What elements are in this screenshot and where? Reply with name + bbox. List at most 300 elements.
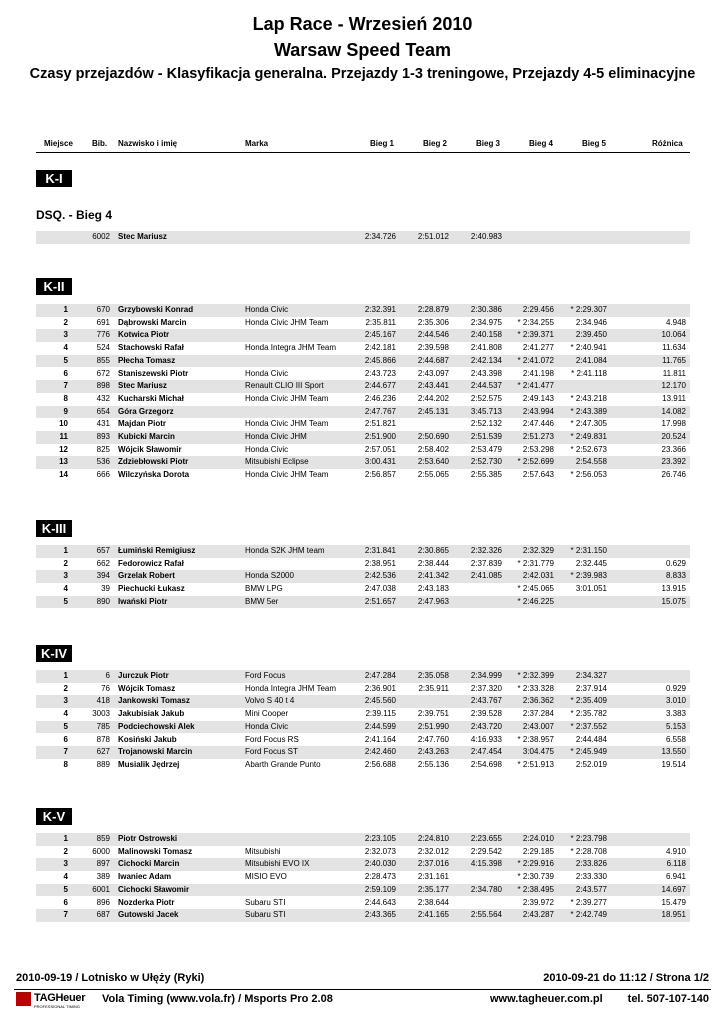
cell-b4: * 2:45.065 xyxy=(517,584,554,594)
cell-name: Jakubisiak Jakub xyxy=(118,709,185,719)
cell-bib: 896 xyxy=(96,897,110,907)
table-row xyxy=(36,545,690,558)
cell-diff: 6.941 xyxy=(665,872,686,882)
cell-b3: 2:34.780 xyxy=(470,884,502,894)
cell-b1: 2:45.560 xyxy=(364,696,396,706)
tagheuer-shield-icon xyxy=(16,992,31,1006)
cell-b5: 2:44.484 xyxy=(575,734,607,744)
cell-pos: 4 xyxy=(63,584,68,594)
cell-make: Mini Cooper xyxy=(245,709,289,719)
cell-b1: 3:00.431 xyxy=(364,457,396,467)
header-b5: Bieg 5 xyxy=(582,139,607,148)
cell-b4: * 2:30.739 xyxy=(517,872,554,882)
cell-b1: 2:47.767 xyxy=(364,406,396,416)
cell-diff: 14.082 xyxy=(661,406,686,416)
cell-pos: 3 xyxy=(63,696,68,706)
cell-b3: 3:45.713 xyxy=(470,406,502,416)
cell-b3: 2:52.575 xyxy=(470,393,502,403)
cell-pos: 13 xyxy=(59,457,68,467)
cell-b2: 2:43.441 xyxy=(417,381,449,391)
cell-make: BMW 5er xyxy=(245,596,279,606)
cell-diff: 3.010 xyxy=(665,696,686,706)
cell-b5: 2:43.577 xyxy=(575,884,607,894)
cell-b2: 2:44.687 xyxy=(417,355,449,365)
cell-bib: 394 xyxy=(96,571,110,581)
cell-b1: 2:57.051 xyxy=(364,444,396,454)
cell-pos: 3 xyxy=(63,571,68,581)
cell-make: Honda Civic JHM xyxy=(245,432,307,441)
cell-b3: 2:42.134 xyxy=(470,355,502,365)
cell-b1: 2:43.723 xyxy=(364,368,396,378)
cell-pos: 9 xyxy=(63,406,68,416)
cell-b2: 2:50.690 xyxy=(417,432,449,441)
cell-b5: 2:33.826 xyxy=(575,859,607,869)
footer-event-info: 2010-09-19 / Lotnisko w Ułęży (Ryki) xyxy=(16,972,205,984)
cell-pos: 7 xyxy=(63,747,68,757)
cell-b2: 2:28.879 xyxy=(417,305,449,314)
cell-diff: 26.746 xyxy=(661,470,686,480)
cell-make: Honda Civic xyxy=(245,368,289,378)
table-row xyxy=(36,368,690,381)
cell-name: Cichocki Sławomir xyxy=(118,884,190,894)
header-make: Marka xyxy=(245,139,269,148)
cell-b4: 2:41.277 xyxy=(522,343,554,353)
footer-website: www.tagheuer.com.pl xyxy=(490,993,603,1005)
cell-b2: 2:47.963 xyxy=(417,596,449,606)
cell-diff: 23.392 xyxy=(661,457,686,467)
page-description: Czasy przejazdów - Klasyfikacja generalna. Przejazdy 1-3 treningowe, Przejazdy 4-5 eliminacyjne xyxy=(29,66,696,82)
cell-b5: 2:54.558 xyxy=(575,457,607,467)
cell-b3: 2:41.808 xyxy=(470,343,502,353)
cell-b4: * 2:29.916 xyxy=(517,859,554,869)
table-row xyxy=(36,355,690,368)
cell-pos: 12 xyxy=(59,444,68,454)
table-row xyxy=(36,317,690,330)
cell-pos: 2 xyxy=(63,846,68,856)
header-b3: Bieg 3 xyxy=(476,139,501,148)
cell-b4: 2:53.298 xyxy=(522,444,554,454)
cell-name: Jurczuk Piotr xyxy=(118,671,169,680)
cell-diff: 18.951 xyxy=(661,910,686,920)
cell-b2: 2:31.161 xyxy=(417,872,449,882)
cell-diff: 11.765 xyxy=(662,355,686,365)
cell-b1: 2:41.164 xyxy=(364,734,396,744)
cell-diff: 13.915 xyxy=(661,584,686,594)
cell-pos: 6 xyxy=(63,368,68,378)
cell-b1: 2:46.236 xyxy=(364,393,396,403)
cell-diff: 12.170 xyxy=(661,381,686,391)
cell-b1: 2:45.167 xyxy=(364,330,396,340)
cell-b5: * 2:35.782 xyxy=(570,709,607,719)
cell-pos: 8 xyxy=(63,759,68,769)
cell-b2: 2:41.165 xyxy=(417,910,449,920)
cell-b3: 2:39.528 xyxy=(470,709,502,719)
cell-bib: 785 xyxy=(96,721,110,731)
cell-name: Cichocki Marcin xyxy=(118,859,180,869)
cell-b5: 2:33.330 xyxy=(575,872,607,882)
cell-b4: 2:43.994 xyxy=(522,406,554,416)
cell-b3: 2:52.730 xyxy=(470,457,502,467)
cell-b2: 2:47.760 xyxy=(417,734,449,744)
cell-b5: 2:52.019 xyxy=(575,759,607,769)
table-row xyxy=(36,734,690,747)
cell-b1: 2:59.109 xyxy=(364,884,396,894)
cell-b1: 2:35.811 xyxy=(365,317,396,327)
cell-b1: 2:32.391 xyxy=(364,305,396,314)
table-row xyxy=(36,444,690,457)
cell-b2: 2:53.640 xyxy=(417,457,449,467)
cell-pos: 7 xyxy=(63,381,68,391)
cell-pos: 10 xyxy=(59,419,68,429)
cell-bib: 6000 xyxy=(92,846,110,856)
cell-pos: 4 xyxy=(63,872,68,882)
cell-b2: 2:44.202 xyxy=(417,393,449,403)
cell-b3: 2:40.983 xyxy=(470,232,502,241)
table-row xyxy=(36,683,690,696)
cell-make: Honda Civic JHM Team xyxy=(245,393,329,403)
cell-diff: 6.118 xyxy=(666,859,686,869)
cell-b1: 2:47.284 xyxy=(364,671,396,680)
cell-b3: 2:41.085 xyxy=(470,571,502,581)
cell-b1: 2:38.951 xyxy=(364,558,396,568)
cell-name: Wilczyńska Dorota xyxy=(118,470,190,480)
cell-pos: 5 xyxy=(63,355,68,365)
cell-make: Honda Civic JHM Team xyxy=(245,470,329,480)
cell-b1: 2:31.841 xyxy=(364,546,396,555)
cell-name: Jankowski Tomasz xyxy=(118,696,190,706)
cell-diff: 23.366 xyxy=(661,444,686,454)
cell-b1: 2:44.643 xyxy=(364,897,396,907)
logo-text: TAGHeuer xyxy=(34,992,86,1004)
cell-b3: 2:37.320 xyxy=(470,683,502,693)
cell-b2: 2:24.810 xyxy=(417,834,449,843)
table-row xyxy=(36,846,690,859)
cell-b2: 2:32.012 xyxy=(417,846,449,856)
cell-bib: 859 xyxy=(96,834,110,843)
cell-diff: 13.911 xyxy=(662,393,686,403)
cell-pos: 3 xyxy=(63,330,68,340)
cell-b1: 2:42.536 xyxy=(364,571,396,581)
table-row xyxy=(36,406,690,419)
cell-b3: 2:52.132 xyxy=(470,419,502,429)
cell-bib: 878 xyxy=(96,734,110,744)
cell-make: Ford Focus RS xyxy=(245,734,299,744)
cell-b5: * 2:40.941 xyxy=(570,343,607,353)
cell-b2: 2:37.016 xyxy=(417,859,449,869)
cell-b2: 2:45.131 xyxy=(417,406,449,416)
cell-b2: 2:39.598 xyxy=(417,343,449,353)
cell-diff: 10.064 xyxy=(661,330,686,340)
cell-diff: 4.948 xyxy=(665,317,686,327)
cell-b4: 2:42.031 xyxy=(522,571,554,581)
cell-b2: 2:43.097 xyxy=(417,368,449,378)
cell-make: Volvo S 40 t 4 xyxy=(245,696,295,706)
cell-pos: 11 xyxy=(59,432,68,441)
cell-diff: 17.998 xyxy=(661,419,686,429)
table-row xyxy=(36,708,690,721)
cell-name: Gutowski Jacek xyxy=(118,910,179,920)
cell-b4: * 2:38.957 xyxy=(517,734,554,744)
cell-bib: 418 xyxy=(96,696,110,706)
cell-make: Honda Civic xyxy=(245,305,289,314)
cell-bib: 672 xyxy=(96,368,110,378)
cell-b1: 2:56.857 xyxy=(364,470,396,480)
header-pos: Miejsce xyxy=(44,139,73,148)
cell-b3: 4:16.933 xyxy=(470,734,502,744)
table-row xyxy=(36,456,690,469)
cell-b2: 2:38.444 xyxy=(417,558,449,568)
cell-name: Iwaniec Adam xyxy=(118,872,172,882)
cell-pos: 4 xyxy=(63,343,68,353)
cell-make: Abarth Grande Punto xyxy=(245,759,321,769)
cell-b5: * 2:52.673 xyxy=(570,444,607,454)
cell-name: Nozderka Piotr xyxy=(118,897,175,907)
cell-b2: 2:58.402 xyxy=(417,444,449,454)
cell-b1: 2:44.599 xyxy=(364,721,396,731)
cell-pos: 5 xyxy=(63,884,68,894)
cell-name: Musialik Jędrzej xyxy=(118,759,180,769)
cell-pos: 2 xyxy=(63,317,68,327)
logo-subtext: PROFESSIONAL TIMING xyxy=(34,1004,81,1009)
table-row xyxy=(36,721,690,734)
cell-name: Fedorowicz Rafał xyxy=(118,558,184,568)
cell-name: Wójcik Sławomir xyxy=(118,444,182,454)
cell-name: Malinowski Tomasz xyxy=(118,846,193,856)
cell-bib: 536 xyxy=(96,457,110,467)
cell-b4: 3:04.475 xyxy=(522,747,554,757)
cell-b4: 2:39.972 xyxy=(522,897,554,907)
cell-b2: 2:35.306 xyxy=(417,317,449,327)
class-label: K-V xyxy=(36,808,72,825)
cell-diff: 0.929 xyxy=(665,683,686,693)
cell-make: Honda S2K JHM team xyxy=(245,546,325,555)
cell-b3: 2:32.326 xyxy=(470,546,502,555)
cell-b1: 2:43.365 xyxy=(364,910,396,920)
cell-b4: * 2:31.779 xyxy=(517,558,554,568)
cell-b5: * 2:39.983 xyxy=(570,571,607,581)
cell-name: Kotwica Piotr xyxy=(118,330,170,340)
class-label: K-IV xyxy=(36,645,72,662)
header-b2: Bieg 2 xyxy=(423,139,448,148)
cell-b5: * 2:43.389 xyxy=(570,406,607,416)
table-row xyxy=(36,833,690,846)
footer-page-info: 2010-09-21 do 11:12 / Strona 1/2 xyxy=(543,972,709,984)
cell-name: Łumiński Remigiusz xyxy=(118,546,196,555)
cell-name: Góra Grzegorz xyxy=(118,406,174,416)
cell-b2: 2:43.263 xyxy=(417,747,449,757)
cell-bib: 662 xyxy=(96,558,110,568)
cell-pos: 6 xyxy=(63,897,68,907)
cell-name: Majdan Piotr xyxy=(118,419,167,429)
cell-bib: 687 xyxy=(96,910,110,920)
cell-name: Kosiński Jakub xyxy=(118,734,177,744)
table-row xyxy=(36,884,690,897)
cell-make: Honda Integra JHM Team xyxy=(245,683,337,693)
cell-b1: 2:51.657 xyxy=(364,596,396,606)
cell-b1: 2:32.073 xyxy=(364,846,396,856)
cell-b4: * 2:34.255 xyxy=(517,317,554,327)
cell-bib: 889 xyxy=(96,759,110,769)
cell-make: MISIO EVO xyxy=(245,872,287,882)
cell-bib: 627 xyxy=(96,747,110,757)
cell-make: BMW LPG xyxy=(245,584,283,594)
cell-diff: 15.479 xyxy=(661,897,686,907)
cell-b3: 2:29.542 xyxy=(470,846,502,856)
table-row xyxy=(36,393,690,406)
cell-b3: 2:34.975 xyxy=(470,317,502,327)
cell-make: Mitsubishi Eclipse xyxy=(245,457,309,467)
cell-b3: 2:43.767 xyxy=(470,696,502,706)
cell-b3: 2:53.479 xyxy=(470,444,502,454)
cell-make: Honda Civic JHM Team xyxy=(245,317,329,327)
cell-diff: 5.153 xyxy=(665,721,686,731)
cell-make: Ford Focus ST xyxy=(245,747,298,757)
cell-b4: 2:51.273 xyxy=(522,432,554,441)
cell-b4: 2:43.007 xyxy=(522,721,554,731)
cell-b3: 2:54.698 xyxy=(470,759,502,769)
cell-b5: * 2:47.305 xyxy=(570,419,607,429)
cell-name: Stec Mariusz xyxy=(118,232,167,241)
cell-b4: 2:57.643 xyxy=(522,470,554,480)
cell-b5: * 2:35.409 xyxy=(570,696,607,706)
cell-b4: 2:36.362 xyxy=(522,696,554,706)
cell-b1: 2:28.473 xyxy=(364,872,396,882)
cell-b4: * 2:32.399 xyxy=(517,671,554,680)
cell-b2: 2:35.177 xyxy=(417,884,449,894)
table-row xyxy=(36,583,690,596)
cell-b1: 2:51.821 xyxy=(364,419,396,429)
cell-bib: 890 xyxy=(96,596,110,606)
cell-b4: * 2:41.477 xyxy=(517,381,554,391)
cell-b2: 2:44.546 xyxy=(417,330,449,340)
cell-make: Honda Integra JHM Team xyxy=(245,343,337,353)
class-label: K-III xyxy=(36,520,72,537)
cell-b5: * 2:42.749 xyxy=(570,910,607,920)
header-b4: Bieg 4 xyxy=(529,139,554,148)
cell-name: Stec Mariusz xyxy=(118,381,167,391)
cell-diff: 8.833 xyxy=(665,571,686,581)
cell-pos: 5 xyxy=(63,596,68,606)
header-bib: Bib. xyxy=(92,139,108,148)
cell-make: Subaru STI xyxy=(245,910,286,920)
footer-software: Vola Timing (www.vola.fr) / Msports Pro 2.08 xyxy=(102,993,333,1005)
cell-b2: 2:55.136 xyxy=(417,759,449,769)
cell-bib: 825 xyxy=(96,444,110,454)
table-row xyxy=(36,670,690,683)
cell-pos: 5 xyxy=(63,721,68,731)
cell-name: Zdziebłowski Piotr xyxy=(118,457,189,467)
cell-bib: 897 xyxy=(96,859,110,869)
table-row xyxy=(36,858,690,871)
cell-b2: 2:30.865 xyxy=(417,546,449,555)
tagheuer-logo xyxy=(16,992,94,1012)
cell-b1: 2:36.901 xyxy=(364,683,396,693)
cell-bib: 657 xyxy=(96,546,110,555)
footer-phone: tel. 507-107-140 xyxy=(627,993,709,1005)
cell-b5: * 2:29.307 xyxy=(570,305,607,314)
cell-b3: 2:43.720 xyxy=(470,721,502,731)
cell-bib: 691 xyxy=(96,317,110,327)
cell-bib: 670 xyxy=(96,305,110,314)
cell-b3: 2:34.999 xyxy=(470,671,502,680)
cell-diff: 11.811 xyxy=(662,368,686,378)
cell-b4: 2:24.010 xyxy=(522,834,554,843)
cell-b3: 2:55.564 xyxy=(470,910,502,920)
cell-name: Kubicki Marcin xyxy=(118,432,175,441)
cell-b3: 2:51.539 xyxy=(470,432,502,441)
cell-b4: 2:29.456 xyxy=(522,305,554,314)
cell-b5: * 2:45.949 xyxy=(570,747,607,757)
cell-b4: 2:29.185 xyxy=(522,846,554,856)
cell-bib: 389 xyxy=(96,872,110,882)
cell-b5: * 2:39.277 xyxy=(570,897,607,907)
table-row xyxy=(36,746,690,759)
cell-b5: 2:32.445 xyxy=(575,558,607,568)
cell-b5: 2:41.084 xyxy=(575,355,607,365)
cell-b5: * 2:56.053 xyxy=(570,470,607,480)
table-row xyxy=(36,871,690,884)
cell-bib: 76 xyxy=(101,683,110,693)
cell-b2: 2:41.342 xyxy=(417,571,449,581)
cell-b4: * 2:51.913 xyxy=(517,759,554,769)
dsq-label: DSQ. - Bieg 4 xyxy=(36,208,113,222)
cell-diff: 19.514 xyxy=(661,759,686,769)
cell-b2: 2:35.911 xyxy=(418,683,449,693)
table-row xyxy=(36,759,690,772)
cell-diff: 11.634 xyxy=(662,343,686,353)
cell-name: Wójcik Tomasz xyxy=(118,683,176,693)
table-row xyxy=(36,596,690,609)
cell-b1: 2:42.181 xyxy=(364,343,396,353)
header-b1: Bieg 1 xyxy=(370,139,395,148)
table-row xyxy=(36,329,690,342)
table-row xyxy=(36,570,690,583)
cell-bib: 3003 xyxy=(92,709,110,719)
cell-b2: 2:39.751 xyxy=(417,709,449,719)
cell-b1: 2:56.688 xyxy=(364,759,396,769)
page-subtitle: Warsaw Speed Team xyxy=(273,40,452,60)
cell-b2: 2:51.012 xyxy=(417,232,449,241)
cell-name: Kucharski Michał xyxy=(118,393,184,403)
cell-make: Ford Focus xyxy=(245,671,286,680)
cell-diff: 0.629 xyxy=(665,558,686,568)
cell-name: Grzybowski Konrad xyxy=(118,305,194,314)
header-name: Nazwisko i imię xyxy=(118,139,178,148)
cell-diff: 13.550 xyxy=(661,747,686,757)
table-row xyxy=(36,897,690,910)
cell-b4: * 2:38.495 xyxy=(517,884,554,894)
footer-divider xyxy=(14,989,711,990)
cell-b4: 2:49.143 xyxy=(522,393,554,403)
table-row xyxy=(36,909,690,922)
cell-name: Trojanowski Marcin xyxy=(118,747,193,757)
cell-b4: * 2:46.225 xyxy=(517,596,554,606)
cell-b5: 2:37.914 xyxy=(575,683,607,693)
cell-bib: 431 xyxy=(96,419,110,429)
table-row xyxy=(36,231,690,244)
cell-pos: 14 xyxy=(59,470,68,480)
cell-b5: * 2:49.831 xyxy=(570,432,607,441)
cell-b4: 2:41.198 xyxy=(522,368,554,378)
cell-b3: 2:55.385 xyxy=(470,470,502,480)
cell-b4: * 2:52.699 xyxy=(517,457,554,467)
cell-b3: 2:30.386 xyxy=(470,305,502,314)
cell-make: Mitsubishi xyxy=(245,846,281,856)
cell-diff: 20.524 xyxy=(661,432,686,441)
cell-b4: * 2:41.072 xyxy=(517,355,554,365)
cell-name: Piechucki Łukasz xyxy=(118,584,185,594)
table-row xyxy=(36,342,690,355)
